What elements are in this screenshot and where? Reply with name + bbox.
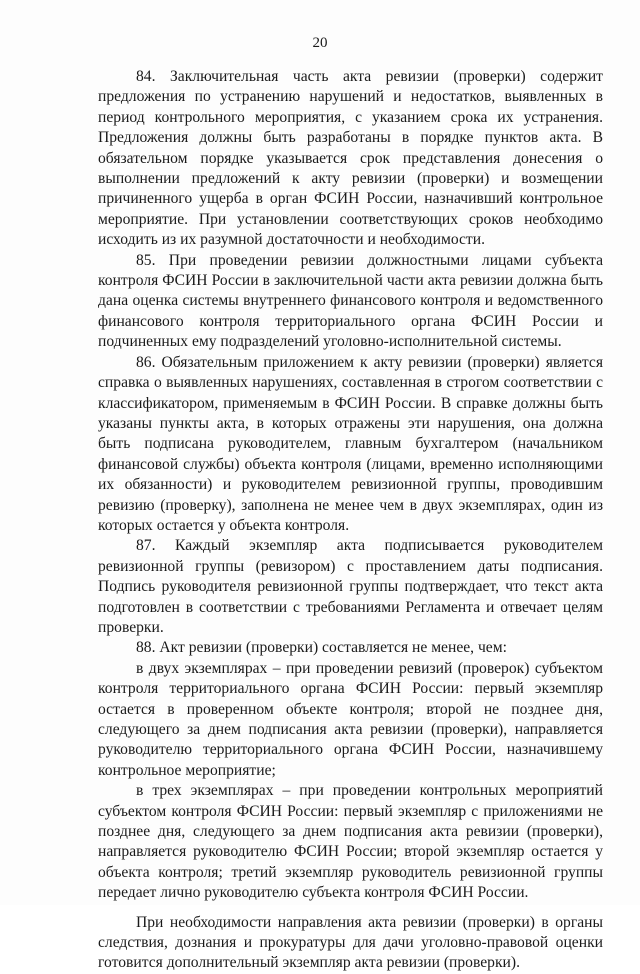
page-number: 20 — [312, 35, 328, 51]
paragraph-87: 87. Каждый экземпляр акта подписывается руководителем ревизионной группы (ревизором) с проставлением даты подписания. Подпись руководителя ревизионной группы подтверждает, что текст акта подготовлен в соответствии с требованиями Регламента и отвечает целям проверки. — [98, 537, 603, 636]
paragraph-88: 88. Акт ревизии (проверки) составляется не менее, чем: — [136, 639, 507, 657]
paragraph-88-three-copies: в трех экземплярах – при проведении контрольных мероприятий субъектом контроля ФСИН России: первый экземпляр с приложениями не позднее дня, следующего за днем подписания акта ревизии (проверки), направляется руководителю ФСИН России; второй экземпляр остается у объекта контроля; третий экземпляр руководитель ревизионной группы передает лично руководителю субъекта контроля ФСИН России. — [98, 782, 603, 902]
document-body — [98, 67, 603, 974]
paragraph-additional-copy: При необходимости направления акта ревизии (проверки) в органы следствия, дознания и прокуратуры для дачи уголовно-правовой оценки готовится дополнительный экземпляр акта ревизии (проверки). — [98, 913, 603, 972]
paragraph-85: 85. При проведении ревизии должностными лицами субъекта контроля ФСИН России в заключительной части акта ревизии должна быть дана оценка системы внутреннего финансового контроля и ведомственного финансового контроля территориального органа ФСИН России и подчиненных ему подразделений уголовно-исполнительной системы. — [98, 251, 603, 351]
paragraph-88-two-copies: в двух экземплярах – при проведении ревизий (проверок) субъектом контроля территориального органа ФСИН России: первый экземпляр остается в проверенном объекте контроля; второй не позднее дня, следующего за днем подписания акта ревизии (проверки), направляется руководителю территориального органа ФСИН России, назначившему контрольное мероприятие; — [98, 659, 603, 779]
paragraph-84: 84. Заключительная часть акта ревизии (проверки) содержит предложения по устранению нарушений и недостатков, выявленных в период контрольного мероприятия, с указанием срока их устранения. Предложения должны быть разработаны в порядке пунктов акта. В обязательном порядке указывается срок представления донесения о выполнении предложений к акту ревизии (проверки) и возмещении причиненного ущерба в орган ФСИН России, назначивший контрольное мероприятие. При установлении соответствующих сроков необходимо исходить из их разумной достаточности и необходимости. — [98, 68, 603, 249]
paragraph-86: 86. Обязательным приложением к акту ревизии (проверки) является справка о выявленных нарушениях, составленная в строгом соответствии с классификатором, применяемым в ФСИН России. В справке должны быть указаны пункты акта, в которых отражены эти нарушения, она должна быть подписана руководителем, главным бухгалтером (начальником финансовой службы) объекта контроля (лицами, временно исполняющими их обязанности) и руководителем ревизионной группы, проводившим ревизию (проверку), заполнена не менее чем в двух экземплярах, один из которых остается у объекта контроля. — [98, 353, 603, 534]
